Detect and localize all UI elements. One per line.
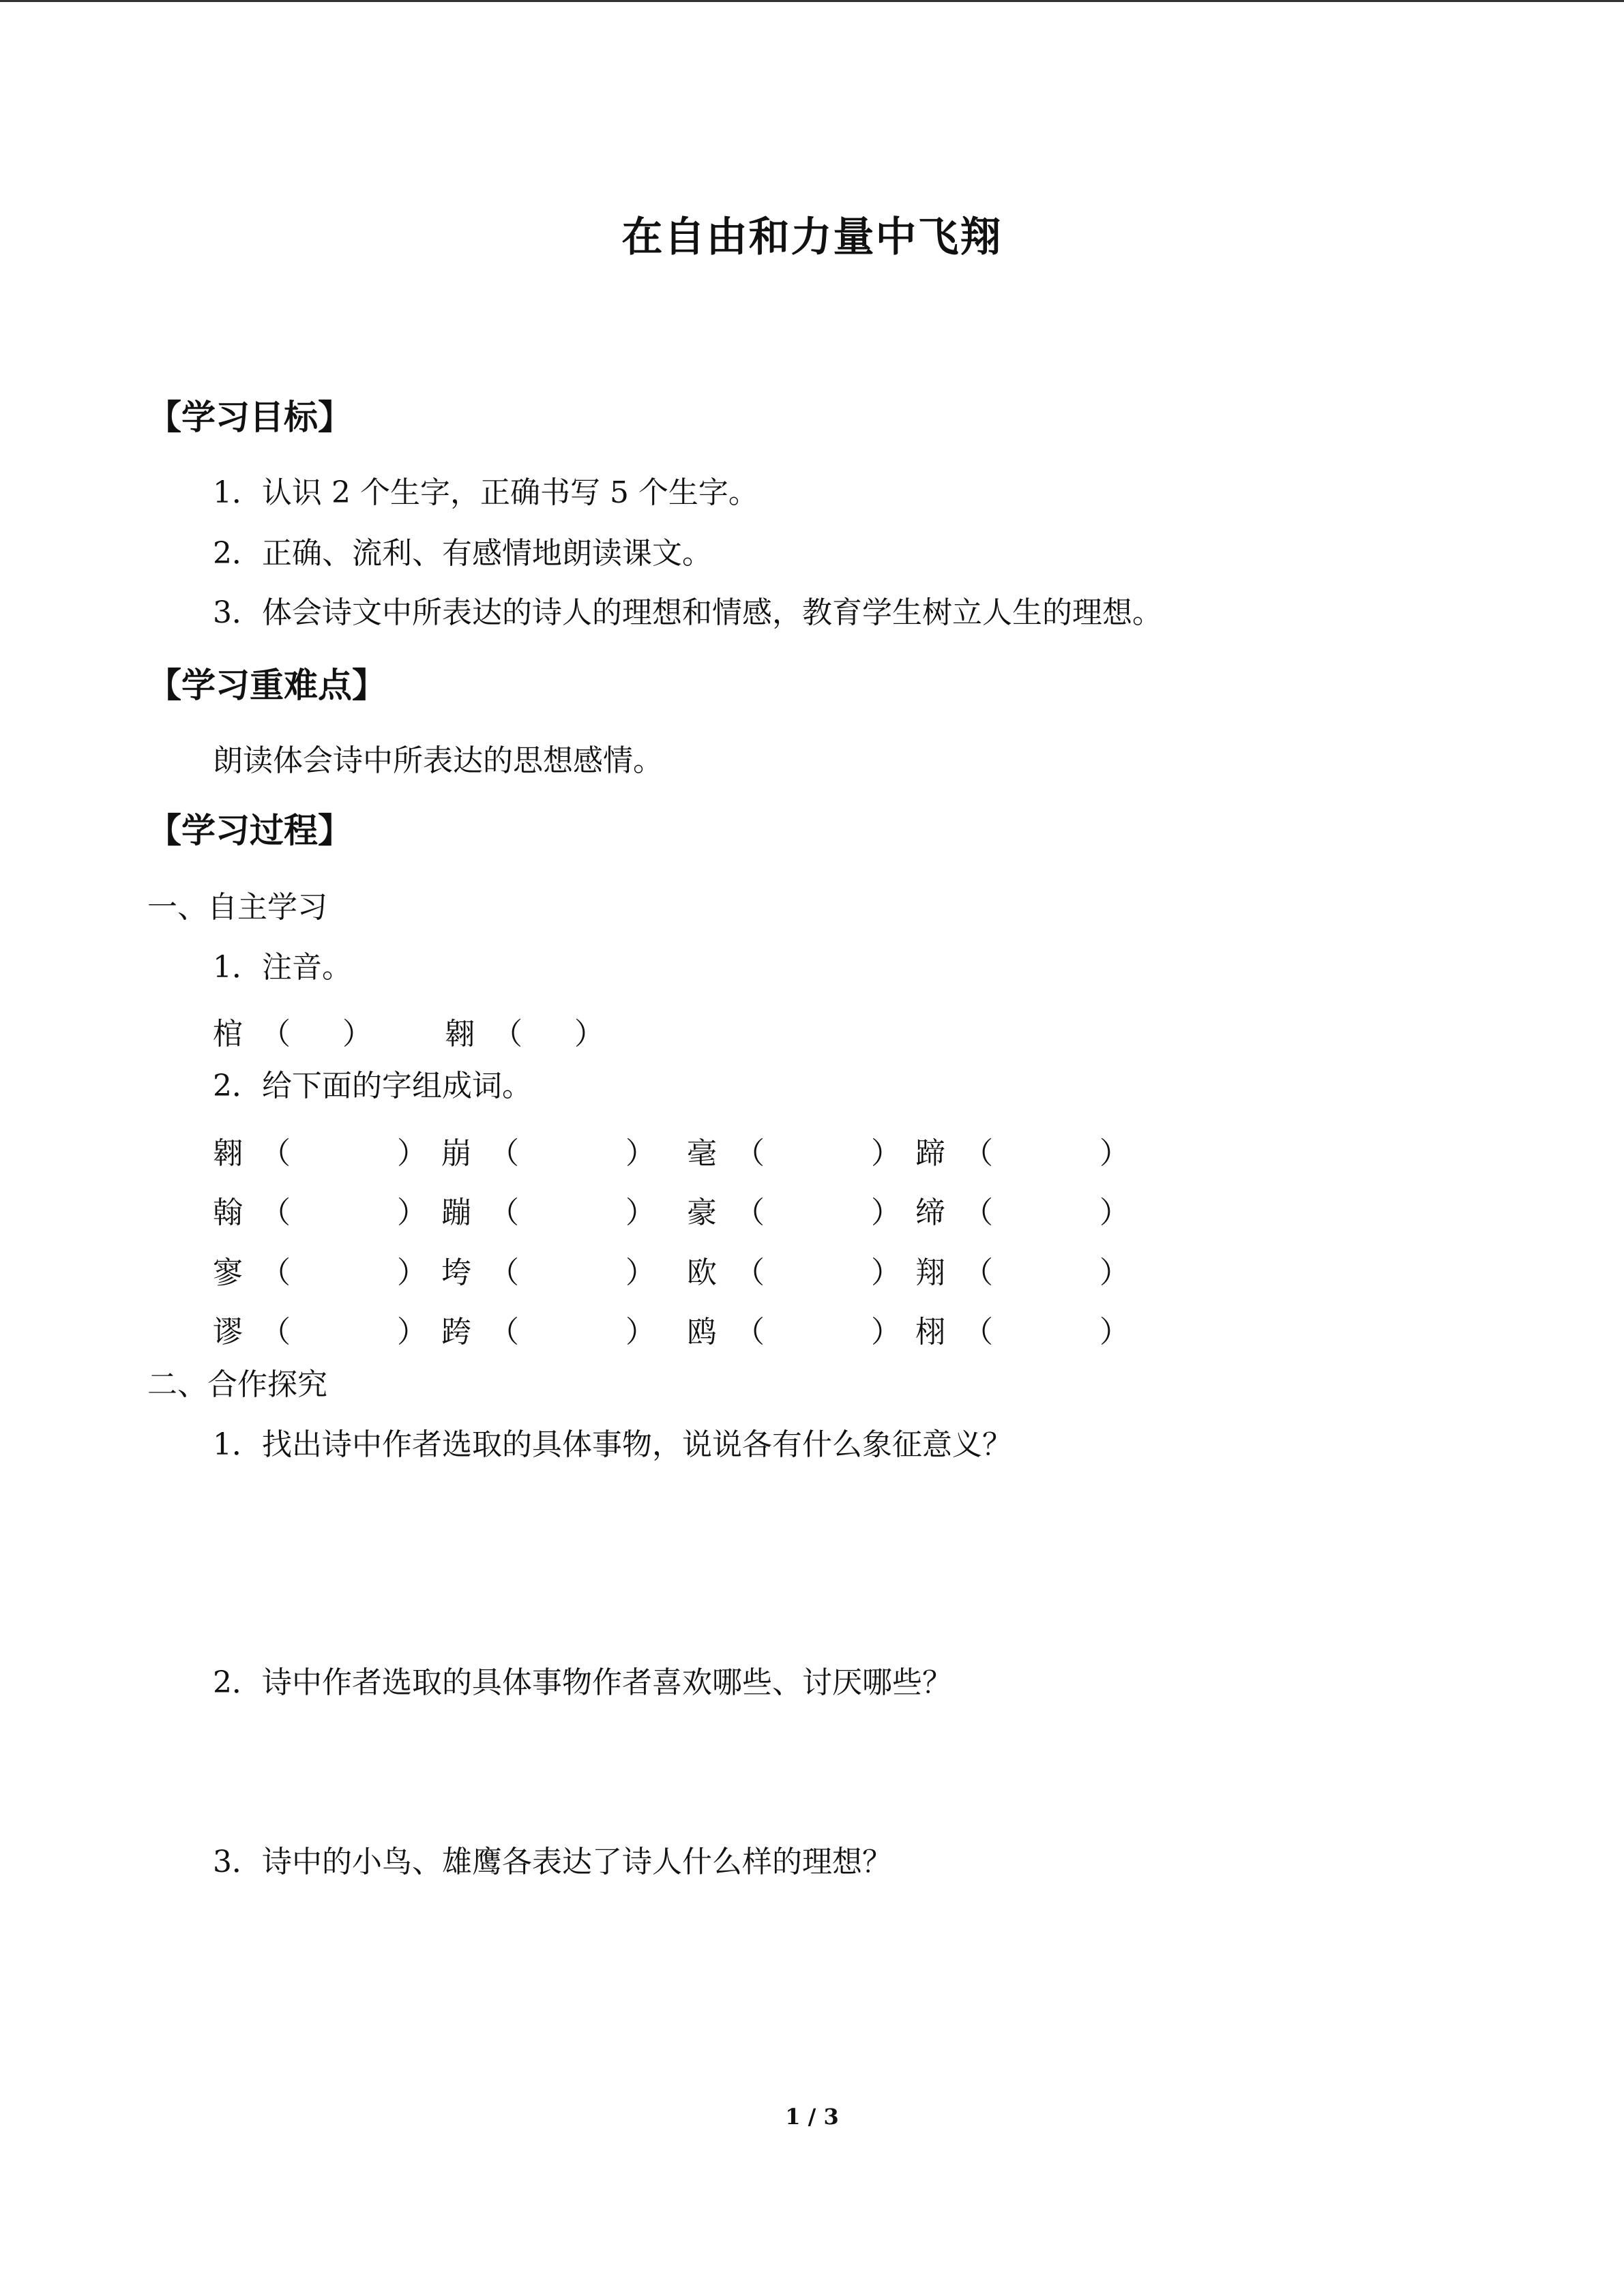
goals-heading: 【学习目标】 (147, 398, 352, 437)
goal-item-3: 3．体会诗文中所表达的诗人的理想和情感，教育学生树立人生的理想。 (213, 595, 1162, 630)
word-char: 栩 (915, 1315, 945, 1350)
q2-title: 2．给下面的字组成词。 (213, 1069, 532, 1103)
paren-right: ） (1099, 1315, 1130, 1350)
document-title: 在自由和力量中飞翔 (621, 213, 1003, 261)
paren-left: （ (261, 1017, 291, 1052)
paren-right: ） (574, 1017, 604, 1052)
paren-left: （ (261, 1195, 291, 1230)
paren-left: （ (489, 1315, 519, 1350)
paren-left: （ (489, 1136, 519, 1171)
paren-right: ） (871, 1136, 901, 1171)
paren-left: （ (735, 1255, 765, 1290)
word-char: 翰 (213, 1195, 243, 1230)
paren-right: ） (625, 1136, 655, 1171)
process-heading: 【学习过程】 (147, 811, 352, 850)
part2-title: 二、合作探究 (147, 1367, 327, 1402)
paren-left: （ (492, 1017, 522, 1052)
paren-right: ） (342, 1017, 372, 1052)
paren-left: （ (261, 1255, 291, 1290)
word-char: 欧 (687, 1255, 717, 1290)
part2-question-1: 1．找出诗中作者选取的具体事物，说说各有什么象征意义？ (213, 1427, 1012, 1462)
paren-left: （ (963, 1255, 993, 1290)
paren-right: ） (871, 1315, 901, 1350)
paren-left: （ (735, 1136, 765, 1171)
paren-left: （ (963, 1195, 993, 1230)
paren-right: ） (625, 1255, 655, 1290)
paren-left: （ (489, 1195, 519, 1230)
focus-heading: 【学习重难点】 (147, 666, 386, 705)
part2-question-3: 3．诗中的小鸟、雄鹰各表达了诗人什么样的理想？ (213, 1845, 892, 1879)
paren-right: ） (871, 1255, 901, 1290)
word-char: 谬 (213, 1315, 243, 1350)
pinyin-char: 棺 (213, 1017, 243, 1052)
word-char: 鸥 (687, 1315, 717, 1350)
word-char: 翱 (213, 1136, 243, 1171)
word-char: 翔 (915, 1255, 945, 1290)
word-char: 蹦 (441, 1195, 471, 1230)
focus-text: 朗读体会诗中所表达的思想感情。 (213, 743, 663, 778)
word-char: 缔 (915, 1195, 945, 1230)
part1-title: 一、自主学习 (147, 890, 327, 925)
paren-left: （ (489, 1255, 519, 1290)
paren-right: ） (1099, 1195, 1130, 1230)
paren-right: ） (625, 1315, 655, 1350)
word-char: 豪 (687, 1195, 717, 1230)
word-char: 毫 (687, 1136, 717, 1171)
paren-left: （ (261, 1136, 291, 1171)
paren-left: （ (735, 1315, 765, 1350)
pinyin-char: 翱 (445, 1017, 475, 1052)
word-char: 寥 (213, 1255, 243, 1290)
paren-left: （ (261, 1315, 291, 1350)
paren-right: ） (397, 1195, 427, 1230)
paren-left: （ (963, 1136, 993, 1171)
word-char: 蹄 (915, 1136, 945, 1171)
paren-right: ） (871, 1195, 901, 1230)
paren-right: ） (1099, 1136, 1130, 1171)
paren-right: ） (625, 1195, 655, 1230)
part2-question-2: 2．诗中作者选取的具体事物作者喜欢哪些、讨厌哪些？ (213, 1665, 952, 1700)
paren-right: ） (397, 1136, 427, 1171)
paren-right: ） (1099, 1255, 1130, 1290)
paren-right: ） (397, 1315, 427, 1350)
word-char: 垮 (441, 1255, 471, 1290)
goal-item-1: 1．认识 2 个生字，正确书写 5 个生字。 (213, 475, 758, 510)
q1-title: 1．注音。 (213, 950, 352, 985)
top-border (0, 0, 1624, 2)
paren-right: ） (397, 1255, 427, 1290)
paren-left: （ (963, 1315, 993, 1350)
word-char: 崩 (441, 1136, 471, 1171)
goal-item-2: 2．正确、流利、有感情地朗读课文。 (213, 536, 712, 571)
paren-left: （ (735, 1195, 765, 1230)
page-number: 1 / 3 (785, 2104, 839, 2130)
word-char: 跨 (441, 1315, 471, 1350)
